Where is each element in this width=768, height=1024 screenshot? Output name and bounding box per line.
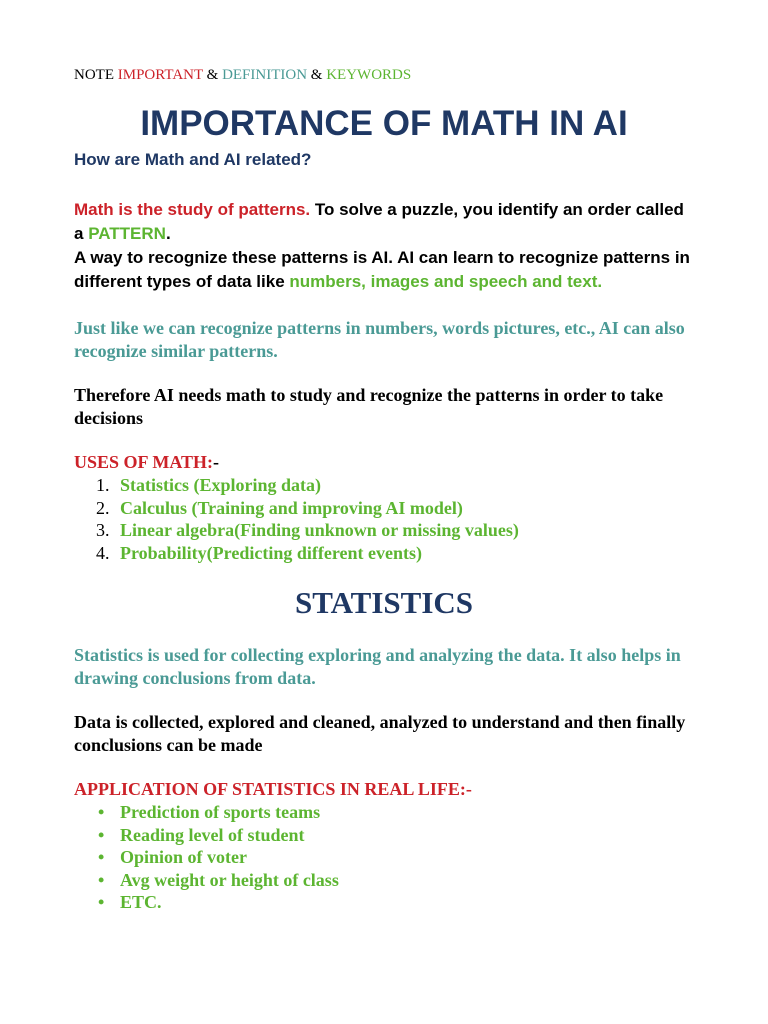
paragraph-text: To solve a puzzle, you identify an order called a <box>74 200 684 243</box>
color-legend <box>74 67 411 84</box>
paragraph-patterns <box>74 198 694 245</box>
definition-math-text: Math is the study of patterns. <box>74 200 311 219</box>
page-title: IMPORTANCE OF MATH IN AI <box>140 104 628 143</box>
legend-ampersand: & <box>310 67 323 83</box>
list-item-text: Avg weight or height of class <box>120 869 339 890</box>
list-item-text: Reading level of student <box>120 824 305 845</box>
list-number: 3. <box>96 520 110 540</box>
list-number: 2. <box>96 497 110 518</box>
list-item <box>74 801 694 824</box>
paragraph-text: A way to recognize these patterns is AI. AI can learn to recognize patterns in different types of data like <box>74 248 690 291</box>
uses-list <box>74 474 694 564</box>
bullet-icon: • <box>98 802 105 822</box>
list-item <box>74 869 694 892</box>
paragraph-text: . <box>165 223 171 243</box>
list-item-text: Calculus (Training and improving AI model) <box>120 497 463 518</box>
list-item <box>74 542 694 565</box>
applications-heading: APPLICATION OF STATISTICS IN REAL LIFE:- <box>74 779 472 799</box>
statistics-process: Data is collected, explored and cleaned, analyzed to understand and then finally conclusions can be made <box>74 712 686 755</box>
list-item <box>74 497 694 520</box>
legend-keywords: KEYWORDS <box>326 67 412 83</box>
list-item <box>74 824 694 847</box>
uses-heading <box>74 451 694 474</box>
list-item <box>74 891 694 914</box>
list-item-text: Statistics (Exploring data) <box>120 475 322 495</box>
list-number: 1. <box>96 475 110 495</box>
applications-list <box>74 801 694 914</box>
statistics-definition: Statistics is used for collecting exploring and analyzing the data. It also helps in drawing conclusions from data. <box>74 645 681 688</box>
list-item-text: Probability(Predicting different events) <box>120 542 422 563</box>
uses-heading-suffix: - <box>213 452 220 472</box>
list-item <box>74 846 694 869</box>
bullet-icon: • <box>98 892 105 912</box>
list-item <box>74 474 694 497</box>
uses-heading-text: USES OF MATH: <box>74 452 214 472</box>
section-title-statistics: STATISTICS <box>294 585 474 620</box>
list-item-text: ETC. <box>120 892 162 912</box>
list-item-text: Linear algebra(Finding unknown or missing values) <box>120 520 519 540</box>
keyword-pattern: PATTERN <box>88 223 166 243</box>
legend-important: IMPORTANT <box>117 67 203 83</box>
subheading-question: How are Math and AI related? <box>74 150 312 169</box>
bullet-icon: • <box>98 824 105 845</box>
list-item <box>74 519 694 542</box>
keyword-data-types: numbers, images and speech and text. <box>289 271 603 291</box>
legend-note: NOTE <box>74 67 114 83</box>
bullet-icon: • <box>98 869 105 890</box>
bullet-icon: • <box>98 847 105 867</box>
list-number: 4. <box>96 542 110 563</box>
legend-definition: DEFINITION <box>222 67 308 83</box>
paragraph-conclusion: Therefore AI needs math to study and recognize the patterns in order to take decisions <box>74 385 664 428</box>
legend-ampersand: & <box>206 67 219 83</box>
list-item-text: Opinion of voter <box>120 847 248 867</box>
definition-paragraph: Just like we can recognize patterns in numbers, words pictures, etc., AI can also recognize similar patterns. <box>74 318 685 361</box>
paragraph-ai-recognize <box>74 246 694 293</box>
list-item-text: Prediction of sports teams <box>120 802 321 822</box>
